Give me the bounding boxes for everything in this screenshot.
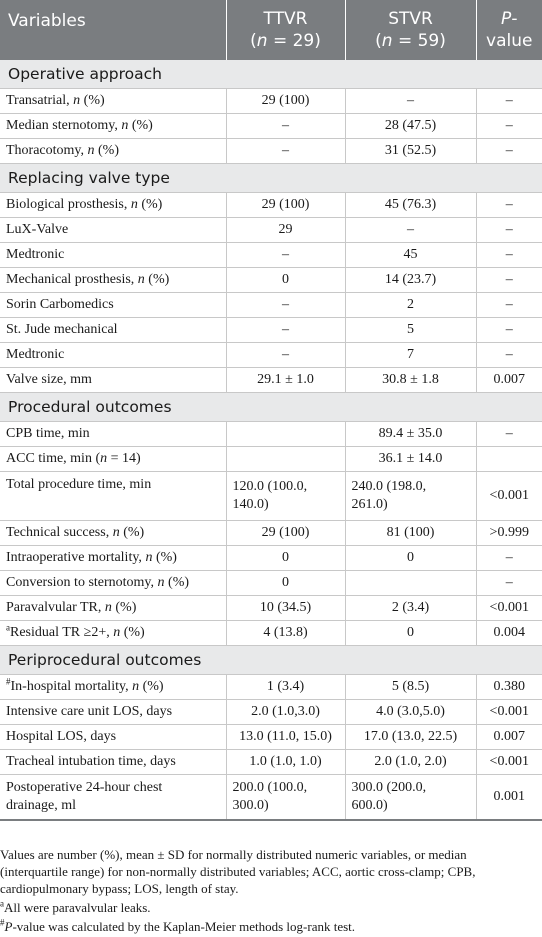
footnote-hash-marker: # <box>0 917 5 928</box>
footnote-hash <box>0 918 536 935</box>
label-suffix: (%) <box>120 625 145 640</box>
row-label <box>0 114 226 139</box>
cell-stvr: 45 (76.3) <box>345 193 476 218</box>
cell-p: 0.380 <box>476 675 542 700</box>
cell-line1: 200.0 (100.0, <box>232 780 308 795</box>
table-row <box>0 89 542 114</box>
cell-p: – <box>476 114 542 139</box>
cell-line1: 300.0 (200.0, <box>351 780 427 795</box>
header-pvalue-p: P <box>501 9 512 29</box>
cell-stvr: 89.4 ± 35.0 <box>345 422 476 447</box>
label-text: Thoracotomy, <box>6 143 88 158</box>
label-n: n <box>145 550 153 565</box>
cell-stvr: 2 (3.4) <box>345 596 476 621</box>
cell-ttvr: 29 (100) <box>226 193 345 218</box>
cell-p: – <box>476 343 542 368</box>
header-stvr-paren: ( <box>375 31 382 51</box>
cell-p: – <box>476 318 542 343</box>
cell-ttvr: 29 <box>226 218 345 243</box>
cell-stvr <box>345 775 476 821</box>
row-label <box>0 675 226 700</box>
row-label: Medtronic <box>0 343 226 368</box>
row-label <box>0 447 226 472</box>
cell-p: – <box>476 218 542 243</box>
row-label: Medtronic <box>0 243 226 268</box>
cell-ttvr: 29 (100) <box>226 89 345 114</box>
row-label: Sorin Carbomedics <box>0 293 226 318</box>
label-n: n <box>121 118 129 133</box>
table-row <box>0 114 542 139</box>
label-n: n <box>132 679 140 694</box>
footnote-a-marker: a <box>0 898 4 909</box>
row-label <box>0 621 226 646</box>
cell-p: – <box>476 243 542 268</box>
cell-stvr: 31 (52.5) <box>345 139 476 164</box>
label-line1: Postoperative 24-hour chest <box>6 780 163 795</box>
cell-stvr: 2 <box>345 293 476 318</box>
header-ttvr-paren: ( <box>250 31 257 51</box>
table-row <box>0 571 542 596</box>
header-ttvr-count: = 29) <box>267 31 321 51</box>
cell-line2: 140.0) <box>232 497 269 512</box>
cell-stvr: 14 (23.7) <box>345 268 476 293</box>
header-stvr-n: n <box>381 31 393 51</box>
section-replacing-valve-type: Replacing valve type <box>0 164 542 193</box>
cell-p: <0.001 <box>476 700 542 725</box>
table-row <box>0 422 542 447</box>
cell-ttvr: – <box>226 114 345 139</box>
label-text: Median sternotomy, <box>6 118 122 133</box>
table-row <box>0 268 542 293</box>
cell-p: 0.001 <box>476 775 542 821</box>
label-suffix: (%) <box>139 679 164 694</box>
cell-ttvr: 1.0 (1.0, 1.0) <box>226 750 345 775</box>
cell-stvr <box>345 472 476 521</box>
label-text: Intraoperative mortality, <box>6 550 146 565</box>
label-text: Mechanical prosthesis, <box>6 272 138 287</box>
table-row <box>0 596 542 621</box>
header-ttvr-label: TTVR <box>263 9 308 29</box>
table-row <box>0 243 542 268</box>
row-label <box>0 596 226 621</box>
section-procedural-outcomes: Procedural outcomes <box>0 393 542 422</box>
table-row <box>0 218 542 243</box>
section-row <box>0 393 542 422</box>
label-n: n <box>73 93 81 108</box>
label-text: Transatrial, <box>6 93 74 108</box>
table-row <box>0 368 542 393</box>
cell-stvr: 4.0 (3.0,5.0) <box>345 700 476 725</box>
label-text: In-hospital mortality, <box>10 679 133 694</box>
cell-ttvr: 0 <box>226 268 345 293</box>
table-row <box>0 318 542 343</box>
section-operative-approach: Operative approach <box>0 60 542 89</box>
label-n: n <box>100 451 108 466</box>
footnote-marker: # <box>6 676 11 687</box>
label-line2: drainage, ml <box>6 798 76 813</box>
cell-ttvr: – <box>226 139 345 164</box>
row-label <box>0 521 226 546</box>
table-row <box>0 472 542 521</box>
cell-p: – <box>476 571 542 596</box>
cell-ttvr: 0 <box>226 546 345 571</box>
label-suffix: = 14) <box>107 451 141 466</box>
cell-ttvr <box>226 422 345 447</box>
section-row <box>0 646 542 675</box>
footnote-a-text: All were paravalvular leaks. <box>4 900 151 915</box>
footnote-hash-p: P <box>4 919 13 934</box>
header-pvalue-dash: - <box>511 9 518 29</box>
cell-stvr: 30.8 ± 1.8 <box>345 368 476 393</box>
cell-p: 0.004 <box>476 621 542 646</box>
label-suffix: (%) <box>94 143 120 158</box>
cell-line2: 261.0) <box>351 497 388 512</box>
cell-line2: 600.0) <box>351 798 388 813</box>
label-n: n <box>130 197 138 212</box>
label-text: Paravalvular TR, <box>6 600 105 615</box>
table-row <box>0 750 542 775</box>
header-pvalue <box>476 0 542 60</box>
cell-line1: 240.0 (198.0, <box>351 479 427 494</box>
row-label <box>0 89 226 114</box>
section-row <box>0 164 542 193</box>
cell-ttvr: 0 <box>226 571 345 596</box>
table-row <box>0 521 542 546</box>
cell-line2: 300.0) <box>232 798 269 813</box>
row-label: Hospital LOS, days <box>0 725 226 750</box>
label-text: Residual TR ≥2+, <box>10 625 114 640</box>
cell-stvr: 7 <box>345 343 476 368</box>
label-suffix: (%) <box>111 600 137 615</box>
cell-p: – <box>476 293 542 318</box>
cell-ttvr <box>226 472 345 521</box>
header-ttvr <box>226 0 345 60</box>
header-stvr-count: = 59) <box>392 31 446 51</box>
cell-stvr: 81 (100) <box>345 521 476 546</box>
row-label: Valve size, mm <box>0 368 226 393</box>
cell-p: 0.007 <box>476 725 542 750</box>
table-row <box>0 193 542 218</box>
label-text: Technical success, <box>6 525 113 540</box>
header-pvalue-line2: value <box>486 31 533 51</box>
footnote-marker: a <box>6 622 10 633</box>
cell-ttvr <box>226 775 345 821</box>
label-suffix: (%) <box>164 575 190 590</box>
cell-p: – <box>476 89 542 114</box>
cell-stvr: 5 (8.5) <box>345 675 476 700</box>
label-text: Biological prosthesis, <box>6 197 131 212</box>
row-label <box>0 139 226 164</box>
row-label: LuX-Valve <box>0 218 226 243</box>
cell-p: >0.999 <box>476 521 542 546</box>
section-row <box>0 60 542 89</box>
cell-ttvr: – <box>226 343 345 368</box>
cell-stvr: – <box>345 218 476 243</box>
cell-ttvr: 29 (100) <box>226 521 345 546</box>
table-row <box>0 447 542 472</box>
cell-p: <0.001 <box>476 596 542 621</box>
row-label: Intensive care unit LOS, days <box>0 700 226 725</box>
header-stvr-label: STVR <box>388 9 433 29</box>
cell-line1: 120.0 (100.0, <box>232 479 308 494</box>
cell-ttvr: – <box>226 318 345 343</box>
cell-stvr: – <box>345 89 476 114</box>
cell-stvr: 45 <box>345 243 476 268</box>
cell-p: – <box>476 422 542 447</box>
cell-stvr: 17.0 (13.0, 22.5) <box>345 725 476 750</box>
footnote-hash-text: -value was calculated by the Kaplan-Meier methods log-rank test. <box>12 919 356 934</box>
table-row <box>0 293 542 318</box>
cell-stvr <box>345 571 476 596</box>
cell-ttvr: 1 (3.4) <box>226 675 345 700</box>
cell-ttvr: – <box>226 243 345 268</box>
cell-ttvr: 10 (34.5) <box>226 596 345 621</box>
label-suffix: (%) <box>80 93 105 108</box>
cell-stvr: 36.1 ± 14.0 <box>345 447 476 472</box>
table-row <box>0 621 542 646</box>
cell-p: – <box>476 546 542 571</box>
cell-ttvr: 4 (13.8) <box>226 621 345 646</box>
cell-p: <0.001 <box>476 750 542 775</box>
label-suffix: (%) <box>144 272 170 287</box>
header-ttvr-n: n <box>256 31 268 51</box>
cell-p: – <box>476 139 542 164</box>
label-n: n <box>104 600 112 615</box>
cell-stvr: 5 <box>345 318 476 343</box>
row-label: Tracheal intubation time, days <box>0 750 226 775</box>
label-n: n <box>157 575 165 590</box>
cell-ttvr: – <box>226 293 345 318</box>
label-n: n <box>137 272 145 287</box>
row-label: Total procedure time, min <box>0 472 226 521</box>
row-label <box>0 571 226 596</box>
footnote-main: Values are number (%), mean ± SD for normally distributed numeric variables, or median (interquartile range) for non-normally distributed variables; ACC, aortic cross-clamp; CPB, cardiopulmonary bypass; LOS, length of stay. <box>0 847 476 896</box>
cell-p: – <box>476 268 542 293</box>
label-n: n <box>87 143 95 158</box>
header-variables: Variables <box>0 0 226 60</box>
label-suffix: (%) <box>119 525 145 540</box>
table-footnotes <box>0 846 536 937</box>
table-row <box>0 675 542 700</box>
header-stvr <box>345 0 476 60</box>
cell-stvr: 28 (47.5) <box>345 114 476 139</box>
label-suffix: (%) <box>128 118 153 133</box>
cell-stvr: 2.0 (1.0, 2.0) <box>345 750 476 775</box>
cell-ttvr: 13.0 (11.0, 15.0) <box>226 725 345 750</box>
table-row <box>0 546 542 571</box>
cell-p: – <box>476 193 542 218</box>
row-label <box>0 546 226 571</box>
cell-p: 0.007 <box>476 368 542 393</box>
label-suffix: (%) <box>152 550 177 565</box>
cell-stvr: 0 <box>345 546 476 571</box>
footnote-a <box>0 899 536 916</box>
label-suffix: (%) <box>137 197 163 212</box>
label-text: ACC time, min ( <box>6 451 101 466</box>
label-text: Conversion to sternotomy, <box>6 575 158 590</box>
row-label: CPB time, min <box>0 422 226 447</box>
label-n: n <box>112 525 120 540</box>
table-header <box>0 0 542 60</box>
table-row <box>0 139 542 164</box>
row-label <box>0 775 226 821</box>
row-label <box>0 268 226 293</box>
cell-ttvr: 2.0 (1.0,3.0) <box>226 700 345 725</box>
cell-ttvr: 29.1 ± 1.0 <box>226 368 345 393</box>
table-row <box>0 700 542 725</box>
cell-ttvr <box>226 447 345 472</box>
table-row <box>0 775 542 821</box>
label-n: n <box>113 625 121 640</box>
row-label <box>0 193 226 218</box>
table-row <box>0 725 542 750</box>
table-row <box>0 343 542 368</box>
cell-p <box>476 447 542 472</box>
cell-p: <0.001 <box>476 472 542 521</box>
cell-stvr: 0 <box>345 621 476 646</box>
section-periprocedural-outcomes: Periprocedural outcomes <box>0 646 542 675</box>
row-label: St. Jude mechanical <box>0 318 226 343</box>
